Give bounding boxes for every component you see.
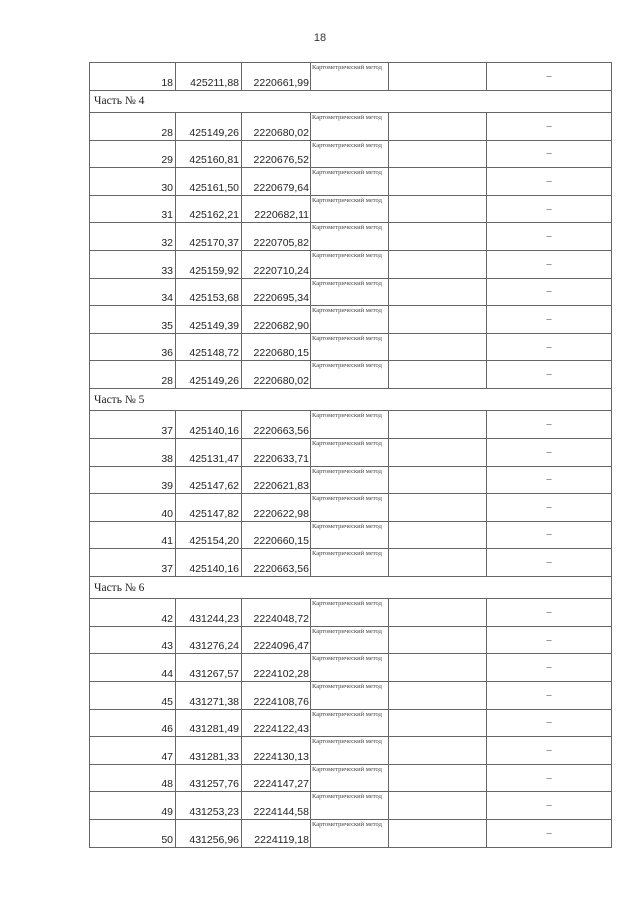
accuracy-cell: –: [487, 195, 612, 223]
table-row: [90, 521, 612, 549]
x-coordinate-cell: 425211,88: [176, 63, 242, 91]
method-cell: Картометрический метод: [311, 682, 389, 710]
empty-cell: [389, 250, 487, 278]
y-coordinate-cell: 2224119,18: [242, 820, 311, 848]
empty-cell: [389, 709, 487, 737]
method-cell: Картометрический метод: [311, 466, 389, 494]
method-cell: Картометрический метод: [311, 140, 389, 168]
method-cell: Картометрический метод: [311, 820, 389, 848]
x-coordinate-cell: 431256,96: [176, 820, 242, 848]
accuracy-cell: –: [487, 521, 612, 549]
point-number-cell: 30: [90, 168, 176, 196]
point-number-cell: 31: [90, 195, 176, 223]
table-row: [90, 709, 612, 737]
y-coordinate-cell: 2224130,13: [242, 737, 311, 765]
table-row: [90, 333, 612, 361]
accuracy-cell: –: [487, 168, 612, 196]
method-cell: Картометрический метод: [311, 764, 389, 792]
empty-cell: [389, 306, 487, 334]
y-coordinate-cell: 2220622,98: [242, 494, 311, 522]
point-number-cell: 35: [90, 306, 176, 334]
x-coordinate-cell: 425149,26: [176, 361, 242, 389]
point-number-cell: 36: [90, 333, 176, 361]
table-row: [90, 411, 612, 439]
accuracy-cell: –: [487, 112, 612, 140]
point-number-cell: 33: [90, 250, 176, 278]
y-coordinate-cell: 2220663,56: [242, 411, 311, 439]
table-row: [90, 599, 612, 627]
accuracy-cell: –: [487, 140, 612, 168]
accuracy-cell: –: [487, 626, 612, 654]
empty-cell: [389, 361, 487, 389]
y-coordinate-cell: 2220710,24: [242, 250, 311, 278]
method-cell: Картометрический метод: [311, 278, 389, 306]
table-row: [90, 361, 612, 389]
table-row: [90, 168, 612, 196]
table-row: [90, 764, 612, 792]
method-cell: Картометрический метод: [311, 168, 389, 196]
section-row: [90, 90, 612, 112]
method-cell: Картометрический метод: [311, 333, 389, 361]
method-cell: Картометрический метод: [311, 112, 389, 140]
table-row: [90, 112, 612, 140]
accuracy-cell: –: [487, 250, 612, 278]
point-number-cell: 47: [90, 737, 176, 765]
x-coordinate-cell: 425140,16: [176, 411, 242, 439]
method-cell: Картометрический метод: [311, 709, 389, 737]
x-coordinate-cell: 431281,49: [176, 709, 242, 737]
table-row: [90, 250, 612, 278]
accuracy-cell: –: [487, 333, 612, 361]
y-coordinate-cell: 2224048,72: [242, 599, 311, 627]
method-cell: Картометрический метод: [311, 549, 389, 577]
method-cell: Картометрический метод: [311, 250, 389, 278]
table-row: [90, 682, 612, 710]
y-coordinate-cell: 2220680,02: [242, 112, 311, 140]
empty-cell: [389, 682, 487, 710]
x-coordinate-cell: 431281,33: [176, 737, 242, 765]
accuracy-cell: –: [487, 466, 612, 494]
table-body: [90, 63, 612, 848]
y-coordinate-cell: 2224147,27: [242, 764, 311, 792]
point-number-cell: 43: [90, 626, 176, 654]
accuracy-cell: –: [487, 63, 612, 91]
table-row: [90, 626, 612, 654]
y-coordinate-cell: 2224144,58: [242, 792, 311, 820]
empty-cell: [389, 820, 487, 848]
table-row: [90, 820, 612, 848]
accuracy-cell: –: [487, 361, 612, 389]
x-coordinate-cell: 431253,23: [176, 792, 242, 820]
method-cell: Картометрический метод: [311, 63, 389, 91]
table-row: [90, 438, 612, 466]
point-number-cell: 28: [90, 112, 176, 140]
point-number-cell: 28: [90, 361, 176, 389]
point-number-cell: 50: [90, 820, 176, 848]
point-number-cell: 45: [90, 682, 176, 710]
point-number-cell: 18: [90, 63, 176, 91]
table-row: [90, 654, 612, 682]
coordinates-table: [89, 62, 612, 848]
table-row: [90, 549, 612, 577]
point-number-cell: 48: [90, 764, 176, 792]
point-number-cell: 37: [90, 549, 176, 577]
table-row: [90, 737, 612, 765]
section-row: [90, 388, 612, 410]
y-coordinate-cell: 2224096,47: [242, 626, 311, 654]
x-coordinate-cell: 425131,47: [176, 438, 242, 466]
y-coordinate-cell: 2220695,34: [242, 278, 311, 306]
method-cell: Картометрический метод: [311, 792, 389, 820]
empty-cell: [389, 333, 487, 361]
point-number-cell: 39: [90, 466, 176, 494]
point-number-cell: 29: [90, 140, 176, 168]
point-number-cell: 37: [90, 411, 176, 439]
accuracy-cell: –: [487, 223, 612, 251]
y-coordinate-cell: 2224102,28: [242, 654, 311, 682]
y-coordinate-cell: 2220682,11: [242, 195, 311, 223]
y-coordinate-cell: 2220705,82: [242, 223, 311, 251]
empty-cell: [389, 438, 487, 466]
table-row: [90, 223, 612, 251]
x-coordinate-cell: 431257,76: [176, 764, 242, 792]
x-coordinate-cell: 431267,57: [176, 654, 242, 682]
y-coordinate-cell: 2224122,43: [242, 709, 311, 737]
point-number-cell: 40: [90, 494, 176, 522]
table-row: [90, 140, 612, 168]
point-number-cell: 32: [90, 223, 176, 251]
page-number: 18: [313, 32, 327, 44]
y-coordinate-cell: 2220633,71: [242, 438, 311, 466]
method-cell: Картометрический метод: [311, 223, 389, 251]
method-cell: Картометрический метод: [311, 195, 389, 223]
method-cell: Картометрический метод: [311, 411, 389, 439]
accuracy-cell: –: [487, 411, 612, 439]
y-coordinate-cell: 2220660,15: [242, 521, 311, 549]
method-cell: Картометрический метод: [311, 626, 389, 654]
x-coordinate-cell: 425147,82: [176, 494, 242, 522]
x-coordinate-cell: 425159,92: [176, 250, 242, 278]
empty-cell: [389, 599, 487, 627]
empty-cell: [389, 168, 487, 196]
empty-cell: [389, 140, 487, 168]
empty-cell: [389, 223, 487, 251]
method-cell: Картометрический метод: [311, 654, 389, 682]
y-coordinate-cell: 2220621,83: [242, 466, 311, 494]
method-cell: Картометрический метод: [311, 599, 389, 627]
x-coordinate-cell: 425170,37: [176, 223, 242, 251]
method-cell: Картометрический метод: [311, 737, 389, 765]
x-coordinate-cell: 425154,20: [176, 521, 242, 549]
accuracy-cell: –: [487, 792, 612, 820]
x-coordinate-cell: 431244,23: [176, 599, 242, 627]
table-row: [90, 494, 612, 522]
empty-cell: [389, 112, 487, 140]
x-coordinate-cell: 425161,50: [176, 168, 242, 196]
x-coordinate-cell: 425160,81: [176, 140, 242, 168]
accuracy-cell: –: [487, 654, 612, 682]
empty-cell: [389, 278, 487, 306]
accuracy-cell: –: [487, 494, 612, 522]
empty-cell: [389, 195, 487, 223]
accuracy-cell: –: [487, 709, 612, 737]
x-coordinate-cell: 425162,21: [176, 195, 242, 223]
accuracy-cell: –: [487, 438, 612, 466]
x-coordinate-cell: 431271,38: [176, 682, 242, 710]
empty-cell: [389, 626, 487, 654]
x-coordinate-cell: 425147,62: [176, 466, 242, 494]
point-number-cell: 46: [90, 709, 176, 737]
empty-cell: [389, 737, 487, 765]
point-number-cell: 42: [90, 599, 176, 627]
x-coordinate-cell: 425140,16: [176, 549, 242, 577]
empty-cell: [389, 63, 487, 91]
point-number-cell: 38: [90, 438, 176, 466]
accuracy-cell: –: [487, 549, 612, 577]
y-coordinate-cell: 2220663,56: [242, 549, 311, 577]
method-cell: Картометрический метод: [311, 438, 389, 466]
y-coordinate-cell: 2220680,15: [242, 333, 311, 361]
point-number-cell: 34: [90, 278, 176, 306]
y-coordinate-cell: 2220676,52: [242, 140, 311, 168]
y-coordinate-cell: 2220680,02: [242, 361, 311, 389]
table-row: [90, 63, 612, 91]
empty-cell: [389, 792, 487, 820]
table-row: [90, 278, 612, 306]
x-coordinate-cell: 425149,26: [176, 112, 242, 140]
section-label: Часть № 6: [90, 576, 612, 598]
method-cell: Картометрический метод: [311, 361, 389, 389]
method-cell: Картометрический метод: [311, 494, 389, 522]
empty-cell: [389, 654, 487, 682]
accuracy-cell: –: [487, 599, 612, 627]
table-row: [90, 195, 612, 223]
x-coordinate-cell: 431276,24: [176, 626, 242, 654]
x-coordinate-cell: 425148,72: [176, 333, 242, 361]
point-number-cell: 41: [90, 521, 176, 549]
empty-cell: [389, 411, 487, 439]
x-coordinate-cell: 425153,68: [176, 278, 242, 306]
point-number-cell: 49: [90, 792, 176, 820]
y-coordinate-cell: 2220661,99: [242, 63, 311, 91]
accuracy-cell: –: [487, 278, 612, 306]
table-row: [90, 466, 612, 494]
accuracy-cell: –: [487, 306, 612, 334]
point-number-cell: 44: [90, 654, 176, 682]
empty-cell: [389, 521, 487, 549]
empty-cell: [389, 466, 487, 494]
accuracy-cell: –: [487, 820, 612, 848]
empty-cell: [389, 494, 487, 522]
method-cell: Картометрический метод: [311, 306, 389, 334]
table-row: [90, 792, 612, 820]
y-coordinate-cell: 2224108,76: [242, 682, 311, 710]
accuracy-cell: –: [487, 682, 612, 710]
section-label: Часть № 5: [90, 388, 612, 410]
empty-cell: [389, 764, 487, 792]
empty-cell: [389, 549, 487, 577]
table-row: [90, 306, 612, 334]
section-row: [90, 576, 612, 598]
method-cell: Картометрический метод: [311, 521, 389, 549]
accuracy-cell: –: [487, 764, 612, 792]
y-coordinate-cell: 2220679,64: [242, 168, 311, 196]
x-coordinate-cell: 425149,39: [176, 306, 242, 334]
accuracy-cell: –: [487, 737, 612, 765]
section-label: Часть № 4: [90, 90, 612, 112]
y-coordinate-cell: 2220682,90: [242, 306, 311, 334]
